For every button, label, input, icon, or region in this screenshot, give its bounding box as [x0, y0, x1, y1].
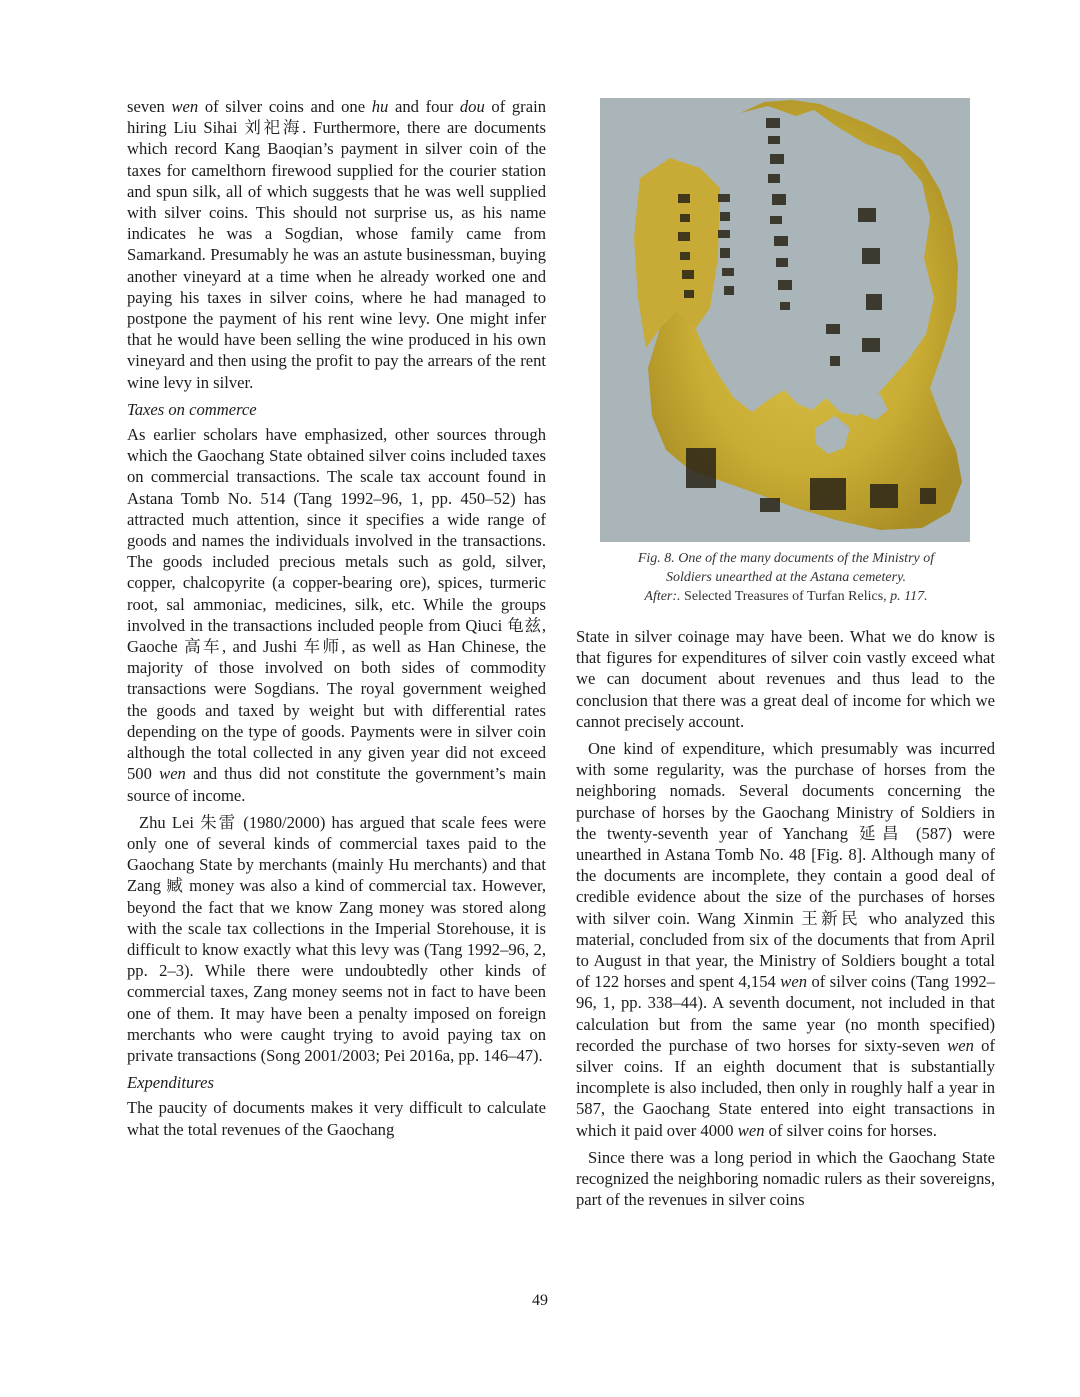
paragraph: State in silver coinage may have been. What we do know is that figures for expenditures of silver coin vastly exceed what we can document about revenues and thus lead to the conclusion that there was a great deal of income for which we cannot precisely account. [576, 627, 995, 731]
right-column [576, 626, 995, 1216]
paragraph: Since there was a long period in which the Gaochang State recognized the neighboring nomadic rulers as their sovereigns, part of the revenues in silver coins [576, 1147, 995, 1210]
manuscript-fragment-drawing [600, 98, 970, 542]
caption-line: Soldiers unearthed at the Astana cemetery. [665, 570, 907, 585]
paragraph: The paucity of documents makes it very difficult to calculate what the total revenues of the Gaochang [127, 1098, 546, 1139]
figure-caption [576, 549, 996, 606]
paragraph: One kind of expenditure, which presumably was incurred with some regularity, was the purchase of horses from the neighboring nomads. Several documents concerning the purchase of horses by the Gaochang Ministry of Soldiers in the twenty-seventh year of Yanchang 延昌 (587) were unearthed in Astana Tomb No. 48 [Fig. 8]. Although many of the documents are incomplete, they contain a good deal of credible evidence about the size of the purchases of horses with silver coin. Wang Xinmin 王新民 who analyzed this material, concluded from six of the documents that from April to August in that year, the Ministry of Soldiers bought a total of 122 horses and spent 4,154 wen of silver coins (Tang 1992–96, 1, pp. 338–44). A seventh document, not included in that calculation but from the same year (no month specified) recorded the purchase of two horses for sixty-seven wen of silver coins. If an eighth document that is substantially incomplete is also included, then only in roughly half a year in 587, the Gaochang State entered into eight transactions in which it paid over 4000 wen of silver coins for horses. [576, 739, 996, 1140]
manuscript-image [600, 98, 970, 542]
caption-source: After:. Selected Treasures of Turfan Relics, p. 117. [644, 589, 928, 604]
paragraph: seven wen of silver coins and one hu and four dou of grain hiring Liu Sihai 刘祀海. Furthermore, there are documents which record Kang Baoqian’s payment in silver coin of the taxes for camelthorn firewood supplied for the courier station and spun silk, all of which suggests that he was well supplied with silver coins. This should not surprise us, as his name indicates he was a Sogdian, whose family came from Samarkand. Presumably he was an astute businessman, buying another vineyard at a time when he already worked one and paying his taxes in silver coins, where he had managed to postpone the payment of his rent wine levy. One might infer that he would have been selling the wine produced in his own vineyard and then using the profit to pay the arrears of the rent wine levy in silver. [127, 97, 546, 392]
paragraph: Zhu Lei 朱雷 (1980/2000) has argued that scale fees were only one of several kinds of commercial taxes paid to the Gaochang State by merchants (mainly Hu merchants) and that Zang 臧 money was also a kind of commercial tax. However, beyond the fact that we know Zang money was stored along with the scale tax collections in the Imperial Storehouse, it is difficult to know exactly what this levy was (Tang 1992–96, 2, pp. 2–3). While there were undoubtedly other kinds of commercial taxes, Zang money seems not in fact to have been one of them. It may have been a penalty imposed on foreign merchants who were caught trying to avoid paying tax on private transactions (Song 2001/2003; Pei 2016a, pp. 146–47). [127, 812, 546, 1065]
paragraph: As earlier scholars have emphasized, other sources through which the Gaochang State obtained silver coins included taxes on commercial transactions. The scale tax account found in Astana Tomb No. 514 (Tang 1992–96, 1, pp. 450–52) has attracted much attention, since it specifies a wide range of goods and names the individuals involved in the transactions. The goods included precious metals such as gold, silver, copper, chalcopyrite (a copper-bearing ore), spices, turmeric root, sal ammoniac, medicines, silk, etc. While the groups involved in the transactions included people from Qiuci 龟兹, Gaoche 高车, and Jushi 车师, as well as Han Chinese, the majority of those involved on both sides of commodity transactions were Sogdians. The royal government weighed the goods and taxed by weight but with differential rates depending on the type of goods. Payments were in silver coin although the total collected in any given year did not exceed 500 wen and thus did not constitute the government’s main source of income. [127, 425, 546, 805]
section-heading: Expenditures [127, 1073, 214, 1093]
page-number: 49 [532, 1292, 548, 1309]
left-column [127, 96, 546, 1146]
section-heading: Taxes on commerce [127, 399, 257, 419]
caption-line: Fig. 8. One of the many documents of the Ministry of [637, 551, 935, 566]
